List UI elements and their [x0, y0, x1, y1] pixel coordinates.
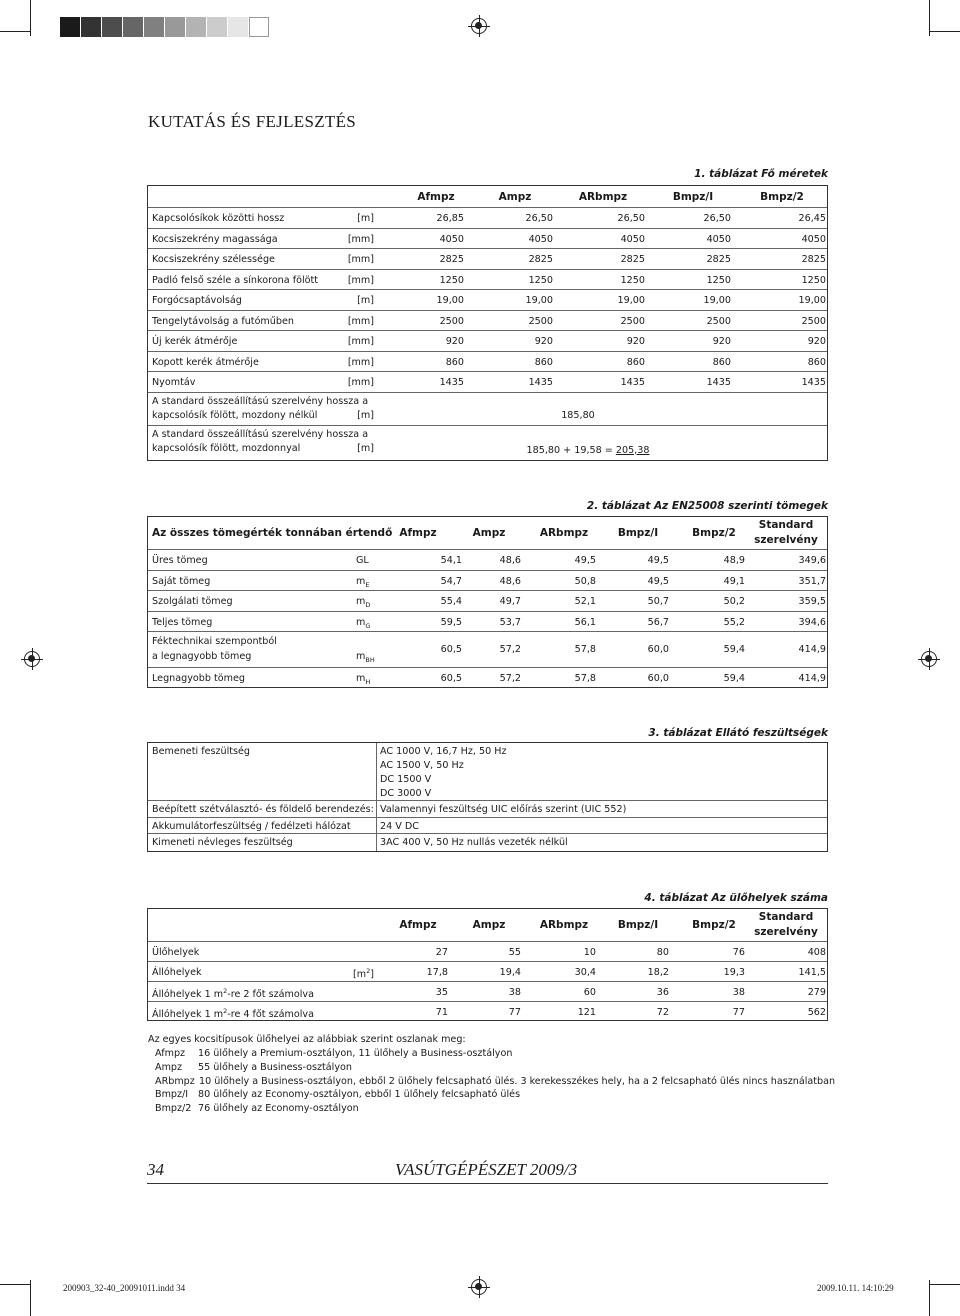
- row-label: [152, 967, 202, 978]
- crop-mark: [30, 0, 31, 36]
- symbol: m: [356, 673, 366, 684]
- table-cell: 4050: [620, 233, 645, 245]
- table2-col-header: Standard: [758, 519, 814, 531]
- table-cell: 2500: [620, 315, 645, 327]
- label-text: -re 4 főt számolva: [227, 1009, 314, 1021]
- row-unit: [318, 967, 374, 980]
- table-cell: 55,4: [440, 596, 462, 607]
- row-unit: [m]: [357, 213, 374, 224]
- row-label: A standard összeállítású szerelvény hossza a: [152, 395, 369, 407]
- table-cell: 77: [732, 1007, 745, 1018]
- row-label: Kapcsolósíkok közötti hossz: [152, 213, 285, 224]
- note-type: Bmpz/2: [155, 1103, 192, 1115]
- table4: [147, 908, 828, 1021]
- symbol: m: [356, 651, 366, 662]
- table-cell: AC 1500 V, 50 Hz: [380, 760, 464, 771]
- row-label: Üres tömeg: [152, 555, 208, 566]
- table-cell: 50,8: [574, 575, 596, 587]
- table-cell: 394,6: [798, 616, 826, 628]
- table-cell: 27: [435, 947, 448, 958]
- page-title: KUTATÁS ÉS FEJLESZTÉS: [148, 112, 357, 131]
- table4-col-header: szerelvény: [754, 926, 818, 938]
- row-symbol: [356, 617, 370, 630]
- table-cell: 50,2: [723, 596, 745, 607]
- table-cell: 48,9: [723, 555, 745, 566]
- table-cell: 57,8: [574, 673, 596, 684]
- table1: [147, 185, 828, 461]
- table-cell: 80: [656, 947, 669, 958]
- footer-rule: [147, 1183, 828, 1184]
- table-cell: 19,3: [723, 967, 745, 978]
- table-cell: 1435: [439, 377, 464, 388]
- row-symbol: [356, 596, 370, 609]
- row-label: a legnagyobb tömeg: [152, 651, 252, 662]
- label-text: -re 2 főt számolva: [227, 989, 314, 1001]
- row-unit: [mm]: [347, 233, 374, 245]
- table-cell: 2825: [801, 254, 826, 265]
- table-cell: 57,2: [499, 644, 521, 655]
- table-cell: 76: [732, 947, 745, 958]
- crop-mark: [0, 31, 30, 32]
- note-text: 80 ülőhely az Economy-osztályon, ebből 1 ülőhely felcsapható ülés: [198, 1089, 521, 1101]
- table-cell: 26,85: [436, 213, 464, 224]
- table-cell: 49,7: [499, 596, 521, 607]
- table-cell: Valamennyi feszültség UIC előírás szerint (UIC 552): [380, 804, 627, 815]
- symbol-subscript: BH: [365, 655, 375, 664]
- note-type: ARbmpz: [155, 1075, 195, 1087]
- table1-col-header: Bmpz/I: [672, 191, 714, 203]
- table-cell: 2500: [528, 315, 553, 327]
- table-cell: 860: [712, 356, 731, 368]
- label-text: Ülőhelyek: [152, 947, 200, 958]
- table-cell: 17,8: [426, 967, 448, 978]
- column-divider: [376, 743, 377, 851]
- table-cell: 54,1: [440, 555, 462, 566]
- table-cell: 141,5: [798, 967, 826, 978]
- row-unit: [m]: [357, 295, 374, 306]
- table4-col-header: Bmpz/2: [692, 919, 736, 931]
- table-cell: 2825: [620, 254, 645, 265]
- note-type: Afmpz: [155, 1048, 186, 1059]
- table-cell: 19,00: [703, 295, 731, 306]
- table-cell: 414,9: [798, 644, 826, 655]
- note-text: 10 ülőhely a Business-osztályon, ebből 2 ülőhely felcsapható ülés. 3 kerekesszékes hely, ha a 2 felcsapható ülés nincs használatban: [199, 1075, 836, 1087]
- table4-col-header: Ampz: [472, 919, 506, 931]
- table-cell: 4050: [801, 233, 826, 245]
- row-label: Szolgálati tömeg: [152, 596, 233, 607]
- table-cell: 48,6: [499, 575, 521, 587]
- row-label: Bemeneti feszültség: [152, 746, 251, 757]
- note-text: 76 ülőhely az Economy-osztályon: [198, 1103, 359, 1115]
- table-cell: 26,50: [703, 213, 731, 224]
- table-cell: 60,0: [647, 644, 669, 655]
- row-symbol: [356, 673, 370, 686]
- value-result: 205,38: [615, 444, 650, 456]
- row-label: Kocsiszekrény szélessége: [152, 254, 275, 265]
- label-text: Állóhelyek 1 m: [152, 989, 224, 1001]
- row-unit: [mm]: [347, 377, 374, 388]
- table-cell: 19,00: [798, 295, 826, 306]
- note-type: Ampz: [155, 1061, 183, 1073]
- table1-caption: 1. táblázat Fő méretek: [694, 168, 828, 180]
- table1-col-header: ARbmpz: [578, 191, 628, 203]
- table-cell: 72: [656, 1007, 669, 1018]
- table-cell: 48,6: [499, 555, 521, 566]
- symbol: m: [356, 596, 366, 607]
- table-cell: 2825: [439, 254, 464, 265]
- table-cell: 54,7: [440, 575, 462, 587]
- row-unit: [mm]: [347, 336, 374, 347]
- table-cell: 860: [626, 356, 645, 368]
- symbol: m: [356, 575, 366, 587]
- table-cell: 1250: [706, 274, 731, 286]
- table-cell: 10: [583, 947, 596, 958]
- color-swatch: [102, 17, 122, 37]
- table-cell: 57,8: [574, 644, 596, 655]
- color-swatch: [123, 17, 143, 37]
- table4-col-header: Standard: [758, 911, 814, 923]
- symbol-subscript: H: [365, 677, 371, 686]
- table-cell: 920: [534, 336, 553, 347]
- table-cell: 414,9: [798, 673, 826, 684]
- color-swatch: [228, 17, 248, 37]
- table-cell: 49,1: [723, 575, 745, 587]
- table-cell: 57,2: [499, 673, 521, 684]
- table4-caption: 4. táblázat Az ülőhelyek száma: [644, 892, 828, 904]
- label-text: Állóhelyek 1 m: [152, 1009, 224, 1021]
- table-cell: DC 1500 V: [380, 774, 432, 785]
- unit-superscript: 2: [366, 967, 371, 975]
- row-label: Tengelytávolság a futóműben: [152, 315, 294, 327]
- notes-intro: Az egyes kocsitípusok ülőhelyei az alábbiak szerint oszlanak meg:: [148, 1034, 466, 1045]
- registration-mark-icon: [921, 651, 937, 667]
- crop-mark: [30, 1280, 31, 1316]
- table3: [147, 742, 828, 852]
- table4-col-header: Bmpz/I: [617, 919, 659, 931]
- table3-caption: 3. táblázat Ellátó feszültségek: [648, 727, 828, 739]
- table-cell: 35: [435, 987, 448, 998]
- row-label: Kimeneti névleges feszültség: [152, 837, 293, 848]
- row-unit: [mm]: [347, 274, 374, 286]
- row-label: Saját tömeg: [152, 575, 211, 587]
- table-cell: 60,5: [440, 644, 462, 655]
- table-cell: 351,7: [798, 575, 826, 587]
- color-swatch: [186, 17, 206, 37]
- table-cell: 56,7: [647, 616, 669, 628]
- row-unit: [mm]: [347, 254, 374, 265]
- table-cell: 860: [534, 356, 553, 368]
- table-cell: 4050: [439, 233, 464, 245]
- table-cell: 59,4: [723, 673, 745, 684]
- table-cell: 36: [656, 987, 669, 998]
- table2-col-header: Afmpz: [399, 527, 437, 539]
- crop-mark: [930, 31, 960, 32]
- row-unit: [m]: [357, 409, 374, 421]
- table4-col-header: ARbmpz: [539, 919, 589, 931]
- table-cell: 860: [807, 356, 826, 368]
- table-cell: 19,00: [617, 295, 645, 306]
- table-cell: 1250: [620, 274, 645, 286]
- table-cell: 2825: [706, 254, 731, 265]
- table-cell: DC 3000 V: [380, 788, 432, 799]
- table-cell: 60,5: [440, 673, 462, 684]
- table-cell: 60: [583, 987, 596, 998]
- table-cell: 2500: [706, 315, 731, 327]
- label-text: Állóhelyek: [152, 967, 202, 978]
- table-cell: 38: [508, 987, 521, 998]
- row-symbol: [356, 576, 369, 589]
- table-cell: 26,45: [798, 213, 826, 224]
- table-cell: 1250: [801, 274, 826, 286]
- table-cell: [498, 445, 678, 456]
- table-cell: 408: [807, 947, 826, 958]
- table1-col-header: Afmpz: [417, 191, 455, 203]
- table-cell: 38: [732, 987, 745, 998]
- table-cell: 2500: [439, 315, 464, 327]
- crop-mark: [0, 1284, 30, 1285]
- row-symbol: [356, 651, 375, 664]
- table-cell: 349,6: [798, 555, 826, 566]
- table-cell: 55: [508, 947, 521, 958]
- table-cell: 1435: [706, 377, 731, 388]
- table-cell: 562: [807, 1007, 826, 1018]
- crop-mark: [929, 1280, 930, 1316]
- table4-col-header: Afmpz: [399, 919, 437, 931]
- table-cell: 49,5: [647, 555, 669, 566]
- table-cell: AC 1000 V, 16,7 Hz, 50 Hz: [380, 746, 507, 757]
- table-cell: 1250: [439, 274, 464, 286]
- table-cell: 920: [445, 336, 464, 347]
- row-label: Beépített szétválasztó- és földelő berendezés:: [152, 804, 374, 815]
- row-label: kapcsolósík fölött, mozdony nélkül: [152, 409, 318, 421]
- table-cell: 1250: [528, 274, 553, 286]
- magazine-title: VASÚTGÉPÉSZET 2009/3: [395, 1160, 578, 1179]
- table2-col-header: Ampz: [472, 527, 506, 539]
- table-cell: 860: [445, 356, 464, 368]
- table-cell: 920: [626, 336, 645, 347]
- table2-caption: 2. táblázat Az EN25008 szerinti tömegek: [586, 500, 828, 512]
- symbol-subscript: D: [365, 600, 371, 609]
- table-cell: 279: [807, 987, 826, 998]
- symbol: m: [356, 616, 366, 628]
- table-cell: 52,1: [574, 596, 596, 607]
- table-cell: 49,5: [574, 555, 596, 566]
- table2-col-header: Bmpz/I: [617, 527, 659, 539]
- table-cell: 59,4: [723, 644, 745, 655]
- table-cell: 19,00: [436, 295, 464, 306]
- row-label: [152, 947, 199, 958]
- table-cell: 920: [712, 336, 731, 347]
- page-number: 34: [147, 1160, 164, 1179]
- table-cell: 1435: [801, 377, 826, 388]
- row-label: Padló felső széle a sínkorona fölött: [152, 274, 318, 286]
- table2-header-label: Az összes tömegérték tonnában értendő: [152, 527, 393, 539]
- table1-col-header: Ampz: [498, 191, 532, 203]
- table-cell: 2500: [801, 315, 826, 327]
- table2-col-header: ARbmpz: [539, 527, 589, 539]
- row-unit: [m]: [357, 442, 374, 454]
- table-cell: 26,50: [525, 213, 553, 224]
- table-cell: 30,4: [574, 967, 596, 978]
- table-cell: 19,4: [499, 967, 521, 978]
- table-cell: 1435: [620, 377, 645, 388]
- unit-text: [m: [353, 969, 367, 981]
- table-cell: 920: [807, 336, 826, 347]
- row-label: Teljes tömeg: [152, 616, 213, 628]
- row-unit: [mm]: [347, 356, 374, 368]
- slug-datetime: 2009.10.11. 14:10:29: [817, 1283, 894, 1293]
- table-cell: 4050: [706, 233, 731, 245]
- table-cell: 50,7: [647, 596, 669, 607]
- row-unit: [mm]: [347, 315, 374, 327]
- table-cell: 185,80: [561, 409, 595, 421]
- table-cell: 55,2: [723, 616, 745, 628]
- table-cell: 59,5: [440, 616, 462, 628]
- color-swatch: [207, 17, 227, 37]
- value-prefix: 185,80 + 19,58 =: [526, 444, 616, 456]
- table-cell: 71: [435, 1007, 448, 1018]
- table2-col-header: szerelvény: [754, 534, 818, 546]
- table-cell: 49,5: [647, 575, 669, 587]
- table-cell: 18,2: [647, 967, 669, 978]
- table-cell: 359,5: [798, 596, 826, 607]
- unit-text: ]: [370, 969, 374, 981]
- registration-mark-icon: [471, 18, 487, 34]
- registration-mark-icon: [24, 651, 40, 667]
- table-cell: 2825: [528, 254, 553, 265]
- table-cell: 53,7: [499, 616, 521, 628]
- note-text: 16 ülőhely a Premium-osztályon, 11 ülőhely a Business-osztályon: [198, 1048, 513, 1059]
- registration-mark-icon: [471, 1279, 487, 1295]
- row-label: Új kerék átmérője: [152, 336, 238, 347]
- row-label: Féktechnikai szempontból: [152, 636, 277, 647]
- row-label: Kocsiszekrény magassága: [152, 233, 278, 245]
- table-cell: 1435: [528, 377, 553, 388]
- note-type: Bmpz/I: [155, 1089, 189, 1101]
- symbol-subscript: G: [365, 621, 371, 630]
- table2-col-header: Bmpz/2: [692, 527, 736, 539]
- label-superscript: 2: [223, 987, 228, 995]
- table2: [147, 516, 828, 688]
- row-label: kapcsolósík fölött, mozdonnyal: [152, 442, 301, 454]
- color-swatch: [249, 17, 269, 37]
- color-swatch: [165, 17, 185, 37]
- color-swatch: [144, 17, 164, 37]
- row-label: Nyomtáv: [152, 377, 196, 388]
- crop-mark: [930, 1284, 960, 1285]
- table-cell: 26,50: [617, 213, 645, 224]
- color-swatch: [60, 17, 80, 37]
- row-label: A standard összeállítású szerelvény hossza a: [152, 428, 369, 440]
- table1-col-header: Bmpz/2: [760, 191, 804, 203]
- table-cell: 3AC 400 V, 50 Hz nullás vezeték nélkül: [380, 837, 568, 848]
- color-swatch: [81, 17, 101, 37]
- symbol: GL: [356, 555, 369, 566]
- table-cell: 19,00: [525, 295, 553, 306]
- table-cell: 56,1: [574, 616, 596, 628]
- table-cell: 60,0: [647, 673, 669, 684]
- note-text: 55 ülőhely a Business-osztályon: [198, 1061, 352, 1073]
- table-cell: 4050: [528, 233, 553, 245]
- table-cell: 121: [577, 1007, 596, 1018]
- label-superscript: 2: [223, 1007, 228, 1015]
- symbol-subscript: E: [365, 580, 370, 589]
- table-cell: 24 V DC: [380, 820, 419, 832]
- slug-filename: 200903_32-40_20091011.indd 34: [63, 1283, 186, 1293]
- table-cell: 77: [508, 1007, 521, 1018]
- row-label: Kopott kerék átmérője: [152, 356, 259, 368]
- row-label: Forgócsaptávolság: [152, 295, 242, 306]
- row-symbol: [356, 555, 369, 566]
- row-label: [152, 1007, 314, 1020]
- row-label: [152, 987, 314, 1000]
- row-label: Legnagyobb tömeg: [152, 673, 245, 684]
- row-label: Akkumulátorfeszültség / fedélzeti hálózat: [152, 820, 351, 832]
